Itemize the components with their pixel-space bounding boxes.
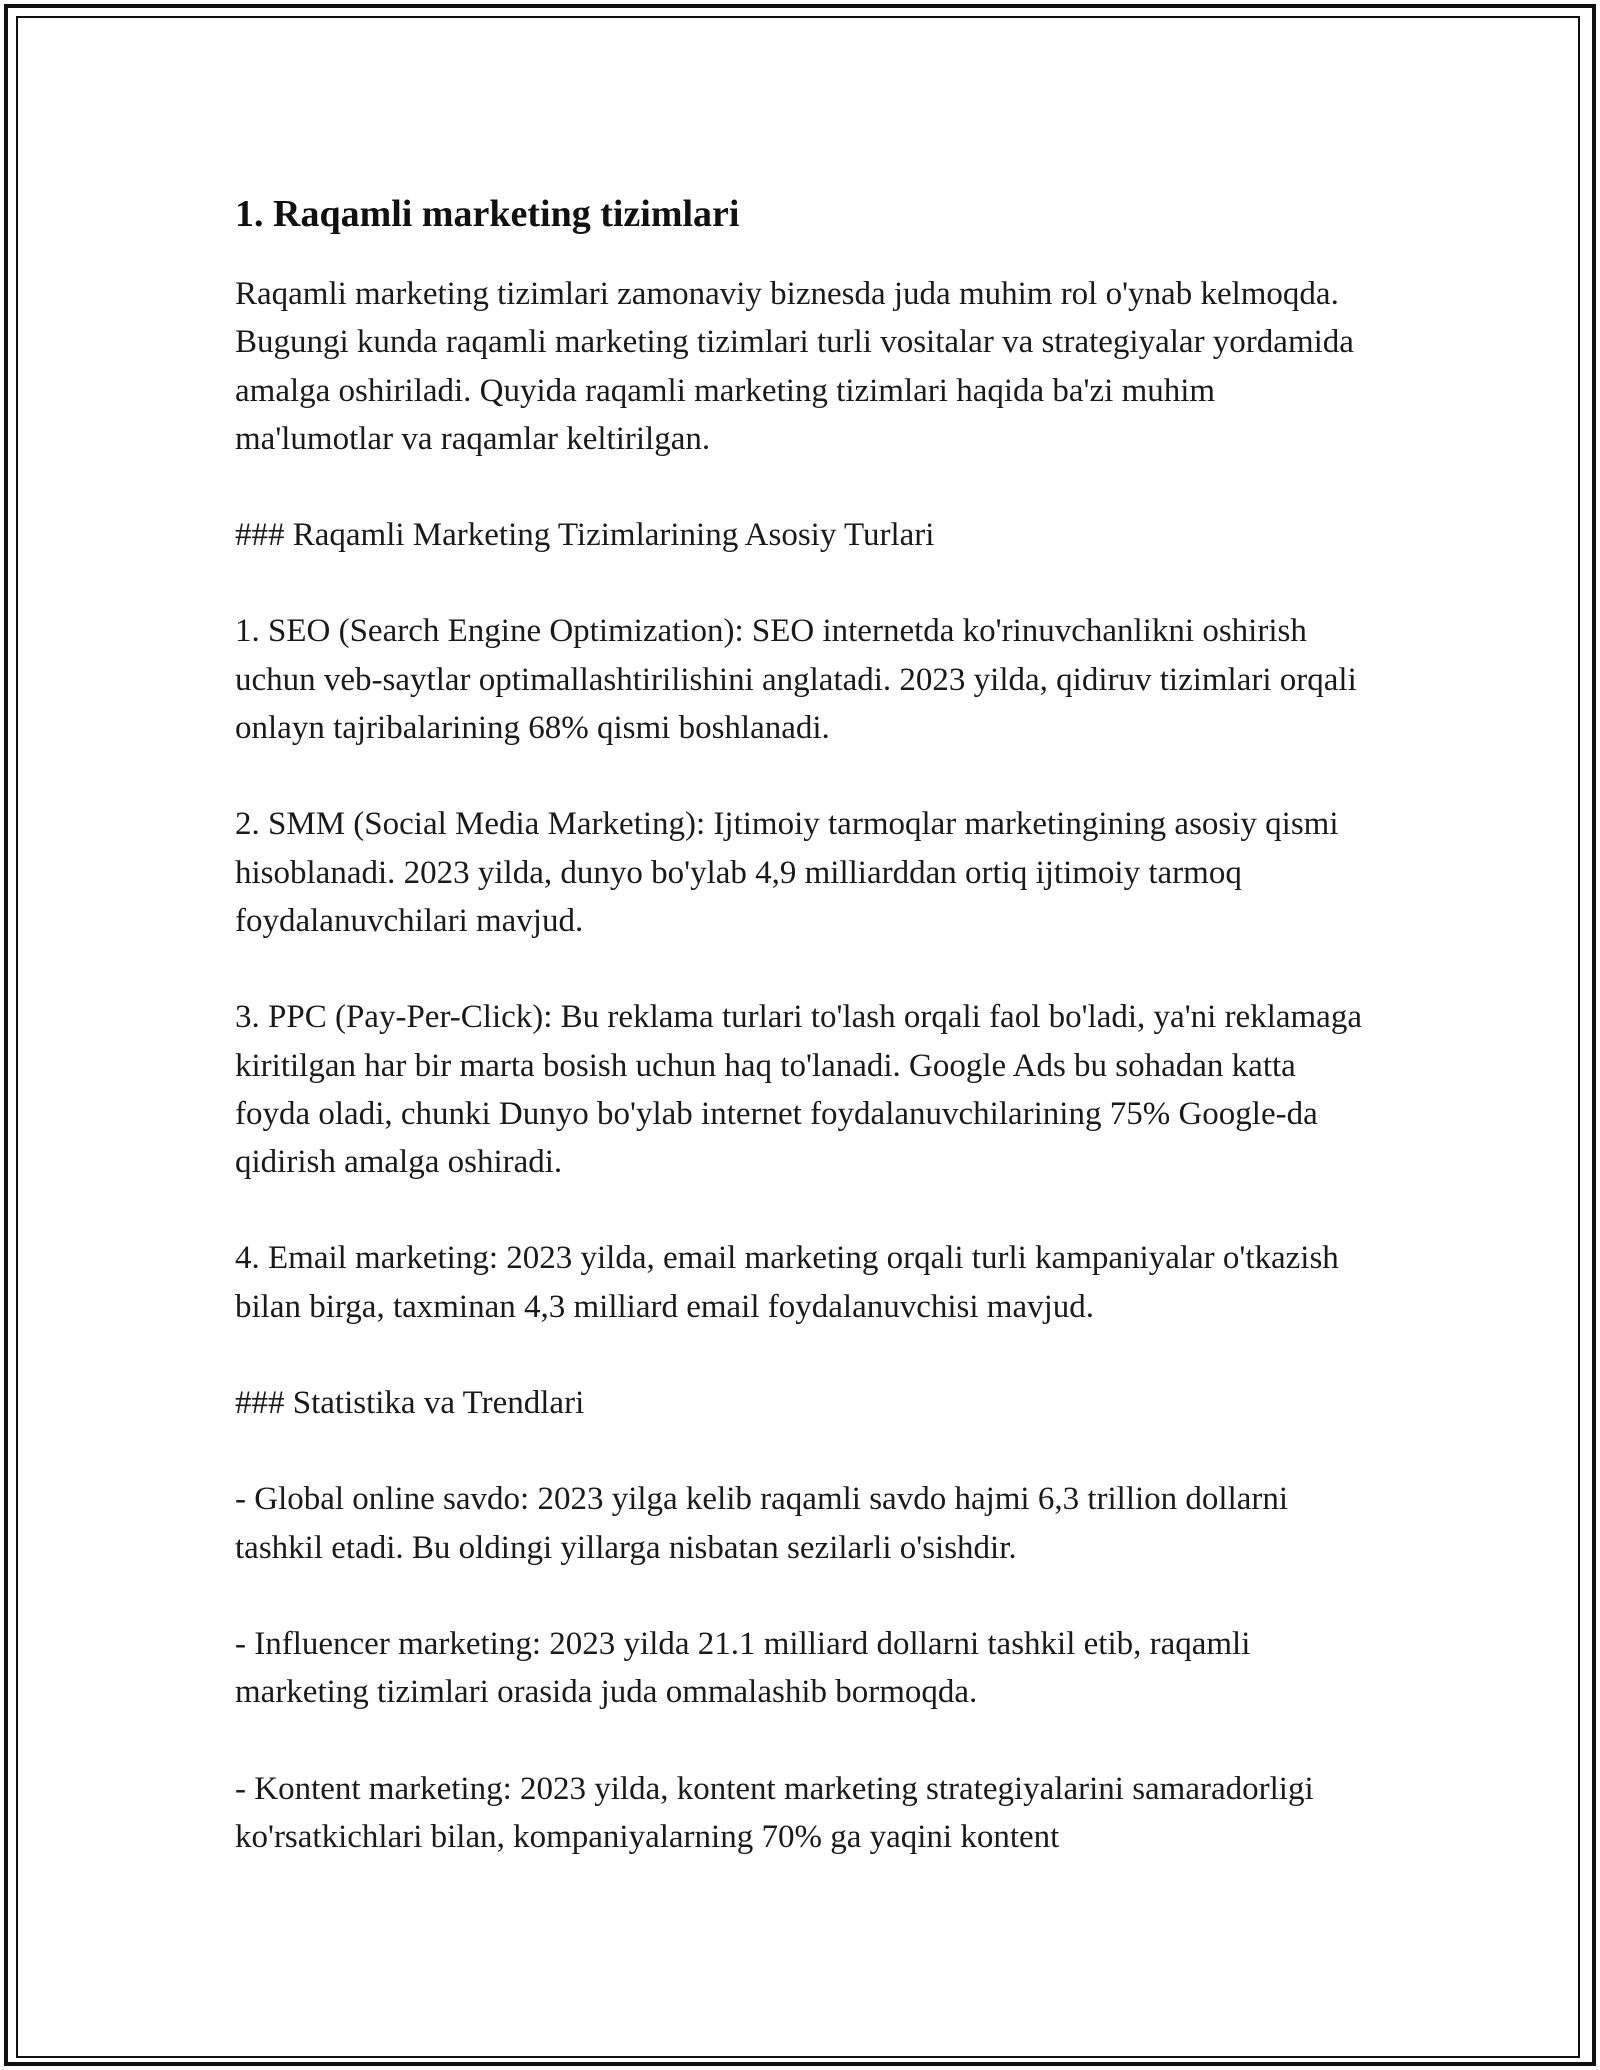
document-body — [235, 185, 1375, 1861]
intro-paragraph: Raqamli marketing tizimlari zamonaviy biznesda juda muhim rol o'ynab kelmoqda. Bugungi kunda raqamli marketing tizimlari turli vositalar va strategiyalar yordamida amalga oshiriladi. Quyida raqamli marketing tizimlari haqida ba'zi muhim ma'lumotlar va raqamlar keltirilgan. — [235, 276, 1354, 457]
bullet-content-marketing: - Kontent marketing: 2023 yilda, kontent marketing strategiyalarini samaradorligi ko'rsatkichlari bilan, kompaniyalarning 70% ga yaqini kontent — [235, 1770, 1314, 1855]
list-item-smm: 2. SMM (Social Media Marketing): Ijtimoiy tarmoqlar marketingining asosiy qismi hisoblanadi. 2023 yilda, dunyo bo'ylab 4,9 milliarddan ortiq ijtimoiy tarmoq foydalanuvchilari mavjud. — [235, 806, 1339, 939]
document-title: 1. Raqamli marketing tizimlari — [235, 193, 740, 235]
bullet-influencer: - Influencer marketing: 2023 yilda 21.1 milliard dollarni tashkil etib, raqamli marketing tizimlari orasida juda ommalashib bormoqda. — [235, 1625, 1251, 1711]
list-item-email: 4. Email marketing: 2023 yilda, email marketing orqali turli kampaniyalar o'tkazish bilan birga, taxminan 4,3 milliard email foydalanuvchisi mavjud. — [235, 1240, 1339, 1325]
section-heading-stats: ### Statistika va Trendlari — [235, 1385, 585, 1422]
bullet-online-sales: - Global online savdo: 2023 yilga kelib raqamli savdo hajmi 6,3 trillion dollarni tashkil etadi. Bu oldingi yillarga nisbatan sezilarli o'sishdir. — [235, 1481, 1289, 1566]
list-item-seo: 1. SEO (Search Engine Optimization): SEO internetda ko'rinuvchanlikni oshirish uchun veb-saytlar optimallashtirilishini anglatadi. 2023 yilda, qidiruv tizimlari orqali onlayn tajribalarining 68% qismi boshlanadi. — [235, 613, 1357, 747]
section-heading-types: ### Raqamli Marketing Tizimlarining Asosiy Turlari — [235, 517, 935, 554]
list-item-ppc: 3. PPC (Pay-Per-Click): Bu reklama turlari to'lash orqali faol bo'ladi, ya'ni reklamaga kiritilgan har bir marta bosish uchun haq to'lanadi. Google Ads bu sohadan katta foyda oladi, chunki Dunyo bo'ylab internet foydalanuvchilarining 75% Google-da qidirish amalga oshiradi. — [235, 999, 1362, 1181]
